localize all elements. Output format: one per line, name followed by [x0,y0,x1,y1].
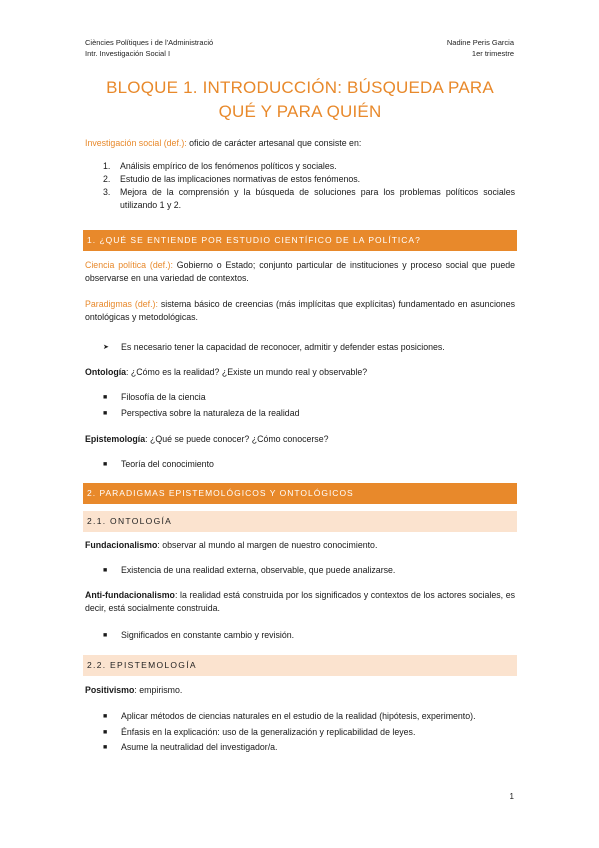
list-item: ■ Asume la neutralidad del investigador/a. [103,742,278,752]
list-item: 2. Estudio de las implicaciones normativas de estos fenómenos. [103,174,361,184]
epistemologia-paragraph: Epistemología: ¿Qué se puede conocer? ¿Cómo conocerse? [85,434,329,444]
section-heading: 1. ¿QUÉ SE ENTIENDE POR ESTUDIO CIENTÍFICO DE LA POLÍTICA? [83,230,517,251]
list-item: ➤ Es necesario tener la capacidad de reconocer, admitir y defender estas posiciones. [103,342,445,352]
intro-definition [85,137,515,150]
page-title [85,76,515,124]
list-item: 3. Mejora de la comprensión y la búsqueda de soluciones para los problemas políticos sociales utilizando 1 y 2. [103,187,515,210]
term-bold: Epistemología [85,434,146,444]
subject-name: Intr. Investigación Social I [85,49,171,58]
list-item: ■ Significados en constante cambio y revisión. [103,630,295,640]
arrow-bullet-icon: ➤ [103,344,109,351]
subsection-heading: 2.2. EPISTEMOLOGÍA [83,655,517,676]
list-item: 1. Análisis empírico de los fenómenos políticos y sociales. [103,161,337,171]
square-bullet-icon: ■ [103,394,108,401]
square-bullet-icon: ■ [103,744,108,751]
list-item: ■ Existencia de una realidad externa, observable, que puede analizarse. [103,565,396,575]
fundacionalismo-list [103,564,515,580]
positivismo-list [103,710,515,757]
square-bullet-icon: ■ [103,728,108,736]
list-item: ■ Aplicar métodos de ciencias naturales en el estudio de la realidad (hipótesis, experimento). [103,711,476,721]
square-bullet-icon: ■ [103,567,108,574]
term-bold: Positivismo [85,685,135,695]
ontologia-paragraph: Ontología: ¿Cómo es la realidad? ¿Existe un mundo real y observable? [85,367,368,377]
running-header-left [85,37,213,59]
positivismo-paragraph: Positivismo: empirismo. [85,685,183,695]
intro-numbered-list [103,160,515,212]
ontologia-list [103,391,515,422]
list-item: ■ Filosofía de la ciencia [103,392,206,402]
title-line-1: BLOQUE 1. INTRODUCCIÓN: BÚSQUEDA PARA [106,78,494,97]
definition-term: Ciencia política (def.): [85,260,173,270]
course-name: Ciències Polítiques i de l'Administració [85,38,214,47]
subsection-heading: 2.1. ONTOLOGÍA [83,511,517,532]
definition-term: Paradigmas (def.): [85,299,158,309]
term-bold: Ontología [85,367,127,377]
square-bullet-icon: ■ [103,409,108,417]
fundacionalismo-paragraph: Fundacionalismo: observar al mundo al margen de nuestro conocimiento. [85,540,378,550]
arrow-list [103,341,515,357]
definition-text: Gobierno o Estado; conjunto particular de instituciones y proceso social que puede observarse en una variedad de contextos. [85,260,516,283]
definition-text: oficio de carácter artesanal que consiste en: [186,138,362,148]
square-bullet-icon: ■ [103,632,108,639]
ciencia-politica-definition [85,259,515,285]
list-item: ■ Énfasis en la explicación: uso de la generalización y replicabilidad de leyes. [103,726,416,737]
section-heading: 2. PARADIGMAS EPISTEMOLÓGICOS Y ONTOLÓGICOS [83,483,517,504]
term-bold: Fundacionalismo [85,540,158,550]
author-name: Nadine Peris Garcia [446,38,514,47]
anti-fundacionalismo-list [103,629,515,645]
square-bullet-icon: ■ [103,713,108,720]
list-item: ■ Teoría del conocimiento [103,459,214,469]
anti-fundacionalismo-paragraph: Anti-fundacionalismo: la realidad está construida por los significados y contextos de los actores sociales, es decir, está socialmente construida. [85,590,515,613]
epistemologia-list [103,458,515,474]
page-number: 1 [509,792,514,801]
paradigmas-definition [85,298,515,324]
term-label: 1er trimestre [471,49,514,58]
title-line-2: QUÉ Y PARA QUIÉN [218,102,382,121]
definition-term: Investigación social (def.): [85,138,187,148]
list-item: ■ Perspectiva sobre la naturaleza de la realidad [103,407,300,418]
square-bullet-icon: ■ [103,461,108,468]
term-bold: Anti-fundacionalismo [85,590,175,600]
running-header-right [447,37,514,59]
definition-text: sistema básico de creencias (más implícitas que explícitas) fundamentado en asunciones ontológicas y metodológicas. [85,299,515,322]
